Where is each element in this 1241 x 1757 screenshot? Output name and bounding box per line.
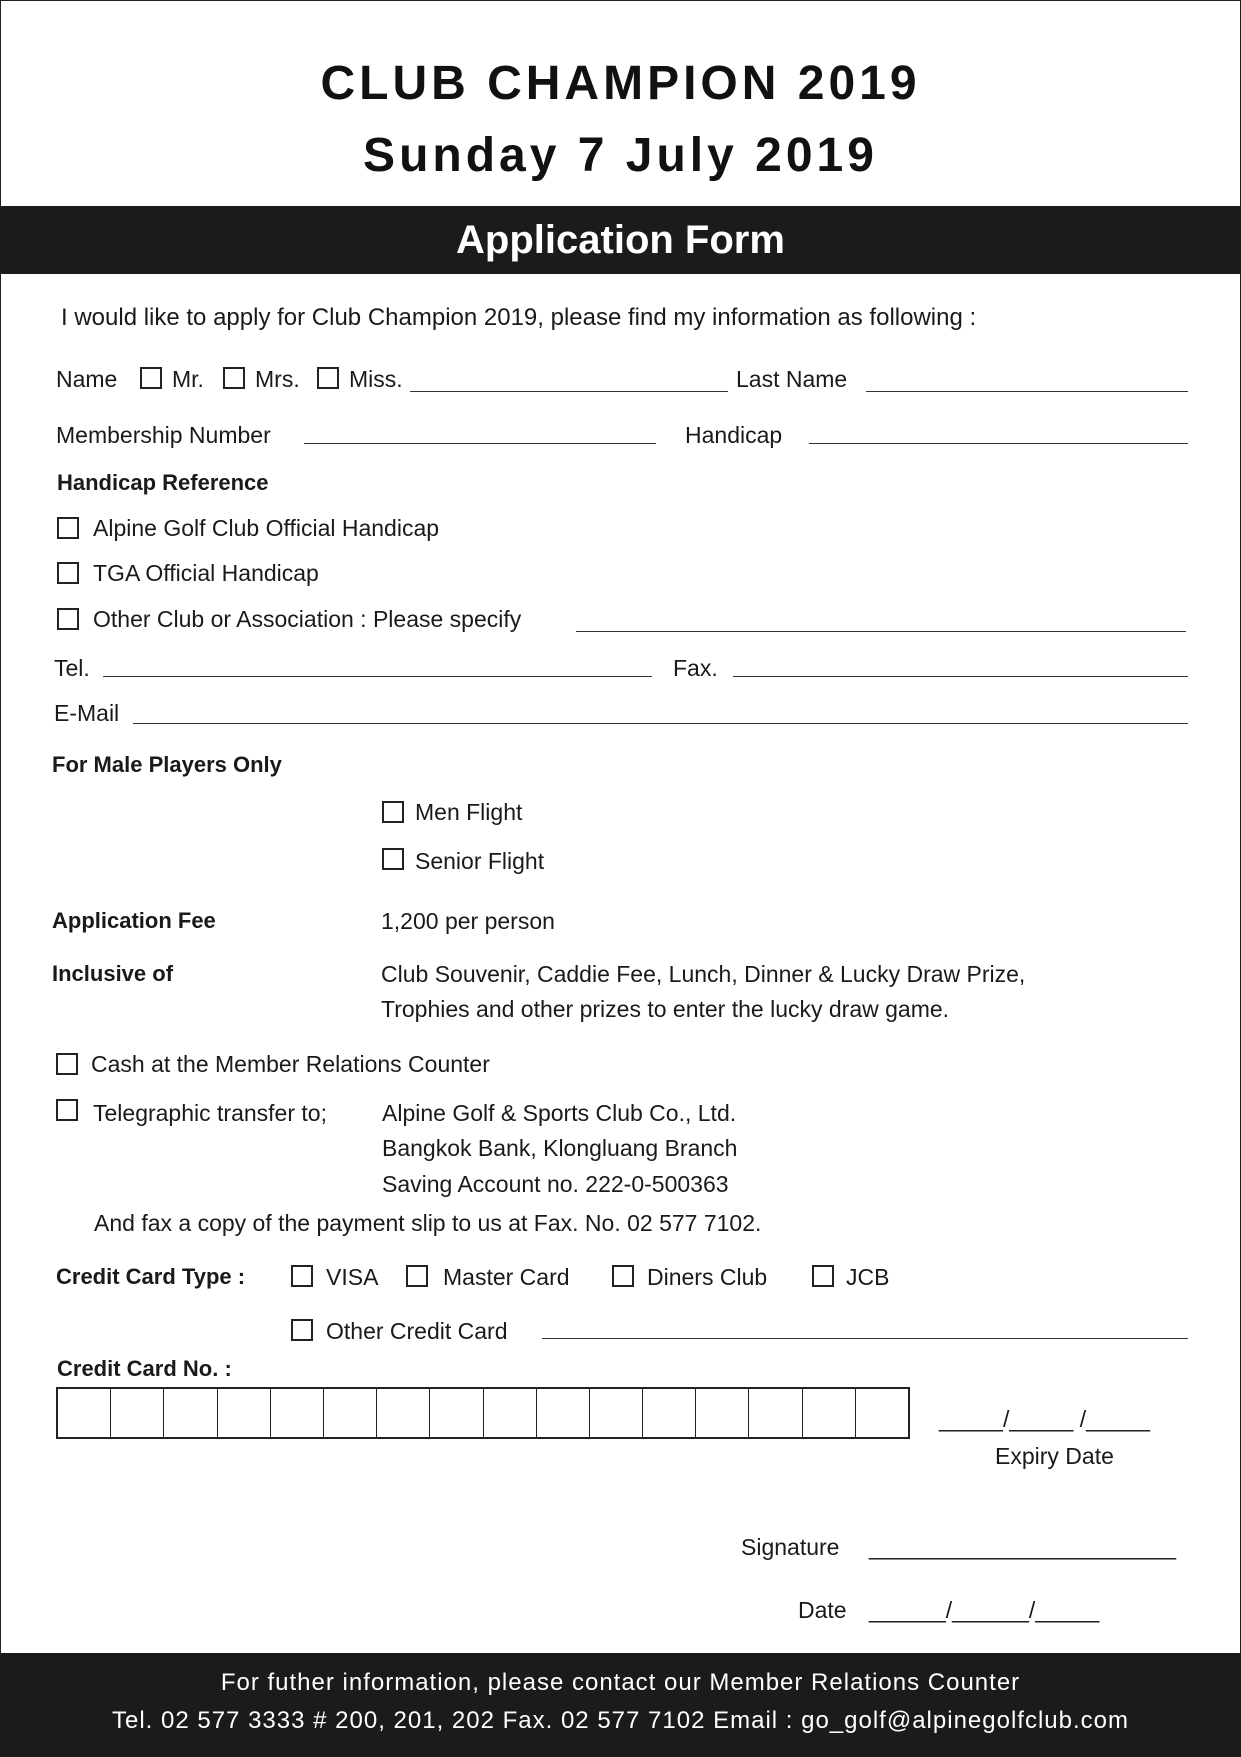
other-handicap-field[interactable] xyxy=(576,631,1186,632)
bank-company: Alpine Golf & Sports Club Co., Ltd. xyxy=(382,1100,737,1126)
expiry-date-label: Expiry Date xyxy=(995,1443,1114,1469)
card-digit-box[interactable] xyxy=(271,1389,324,1437)
card-digit-box[interactable] xyxy=(749,1389,802,1437)
male-players-heading: For Male Players Only xyxy=(52,752,282,777)
alpine-handicap-checkbox[interactable] xyxy=(57,517,79,539)
mrs-checkbox[interactable] xyxy=(223,367,245,389)
footer-info-line: For futher information, please contact our Member Relations Counter xyxy=(220,1669,1021,1696)
email-label: E-Mail xyxy=(54,700,120,726)
fax-field[interactable] xyxy=(733,676,1188,677)
last-name-field[interactable] xyxy=(866,391,1188,392)
handicap-reference-heading: Handicap Reference xyxy=(57,470,269,495)
cash-checkbox[interactable] xyxy=(56,1053,78,1075)
card-digit-box[interactable] xyxy=(111,1389,164,1437)
visa-checkbox[interactable] xyxy=(291,1265,313,1287)
tel-field[interactable] xyxy=(103,676,652,677)
event-date: Sunday 7 July 2019 xyxy=(363,129,878,182)
application-fee-label: Application Fee xyxy=(52,908,216,933)
other-handicap-label: Other Club or Association : Please specify xyxy=(93,606,522,632)
mrs-label: Mrs. xyxy=(255,366,300,392)
mastercard-checkbox[interactable] xyxy=(406,1265,428,1287)
mastercard-label: Master Card xyxy=(443,1264,570,1290)
cash-label: Cash at the Member Relations Counter xyxy=(91,1051,490,1077)
men-flight-label: Men Flight xyxy=(415,799,523,825)
other-card-field[interactable] xyxy=(542,1338,1188,1339)
senior-flight-checkbox[interactable] xyxy=(382,848,404,870)
card-digit-box[interactable] xyxy=(58,1389,111,1437)
credit-card-number-label: Credit Card No. : xyxy=(57,1356,232,1381)
name-label: Name xyxy=(56,366,118,392)
fax-label: Fax. xyxy=(673,655,718,681)
handicap-label: Handicap xyxy=(685,422,783,448)
card-digit-box[interactable] xyxy=(218,1389,271,1437)
miss-checkbox[interactable] xyxy=(317,367,339,389)
card-digit-box[interactable] xyxy=(324,1389,377,1437)
card-digit-box[interactable] xyxy=(696,1389,749,1437)
card-digit-box[interactable] xyxy=(537,1389,590,1437)
tel-label: Tel. xyxy=(54,655,90,681)
card-digit-box[interactable] xyxy=(803,1389,856,1437)
date-field[interactable]: ______/______/_____ xyxy=(869,1597,1100,1623)
first-name-field[interactable] xyxy=(410,391,728,392)
footer-contact-line: Tel. 02 577 3333 # 200, 201, 202 Fax. 02 577 7102 Email : go_golf@alpinegolfclub.com xyxy=(111,1707,1129,1734)
tga-handicap-label: TGA Official Handicap xyxy=(93,560,319,586)
visa-label: VISA xyxy=(326,1264,379,1290)
expiry-date-field[interactable]: _____/_____ /_____ xyxy=(939,1406,1151,1432)
inclusive-label: Inclusive of xyxy=(52,961,174,986)
membership-field[interactable] xyxy=(304,443,656,444)
jcb-label: JCB xyxy=(846,1264,890,1290)
email-field[interactable] xyxy=(133,723,1188,724)
date-label: Date xyxy=(798,1597,847,1623)
application-fee-value: 1,200 per person xyxy=(381,908,555,934)
last-name-label: Last Name xyxy=(736,366,848,392)
membership-label: Membership Number xyxy=(56,422,271,448)
diners-checkbox[interactable] xyxy=(612,1265,634,1287)
intro-text: I would like to apply for Club Champion 2019, please find my information as following : xyxy=(61,304,977,331)
card-digit-box[interactable] xyxy=(377,1389,430,1437)
miss-label: Miss. xyxy=(349,366,403,392)
men-flight-checkbox[interactable] xyxy=(382,801,404,823)
transfer-checkbox[interactable] xyxy=(56,1099,78,1121)
other-handicap-checkbox[interactable] xyxy=(57,608,79,630)
page-title: CLUB CHAMPION 2019 xyxy=(320,57,921,110)
alpine-handicap-label: Alpine Golf Club Official Handicap xyxy=(93,515,440,541)
bank-branch: Bangkok Bank, Klongluang Branch xyxy=(382,1135,738,1161)
card-digit-box[interactable] xyxy=(590,1389,643,1437)
other-card-label: Other Credit Card xyxy=(326,1318,508,1344)
mr-label: Mr. xyxy=(172,366,204,392)
senior-flight-label: Senior Flight xyxy=(415,848,545,874)
other-card-checkbox[interactable] xyxy=(291,1319,313,1341)
inclusive-line-2: Trophies and other prizes to enter the lucky draw game. xyxy=(381,996,950,1022)
footer xyxy=(0,1653,1241,1757)
credit-card-type-label: Credit Card Type : xyxy=(56,1264,246,1289)
card-digit-box[interactable] xyxy=(164,1389,217,1437)
handicap-field[interactable] xyxy=(809,443,1188,444)
form-banner xyxy=(0,206,1241,274)
jcb-checkbox[interactable] xyxy=(812,1265,834,1287)
card-digit-box[interactable] xyxy=(643,1389,696,1437)
tga-handicap-checkbox[interactable] xyxy=(57,562,79,584)
signature-label: Signature xyxy=(741,1534,840,1560)
card-digit-box[interactable] xyxy=(430,1389,483,1437)
card-digit-box[interactable] xyxy=(856,1389,908,1437)
signature-field[interactable]: ________________________ xyxy=(869,1534,1176,1560)
credit-card-number-grid[interactable] xyxy=(56,1387,910,1439)
fax-note: And fax a copy of the payment slip to us at Fax. No. 02 577 7102. xyxy=(94,1210,762,1236)
transfer-label: Telegraphic transfer to; xyxy=(93,1100,327,1126)
card-digit-box[interactable] xyxy=(484,1389,537,1437)
inclusive-line-1: Club Souvenir, Caddie Fee, Lunch, Dinner & Lucky Draw Prize, xyxy=(381,961,1026,987)
bank-account: Saving Account no. 222-0-500363 xyxy=(382,1171,729,1197)
diners-label: Diners Club xyxy=(647,1264,768,1290)
banner-title: Application Form xyxy=(456,218,785,262)
mr-checkbox[interactable] xyxy=(140,367,162,389)
